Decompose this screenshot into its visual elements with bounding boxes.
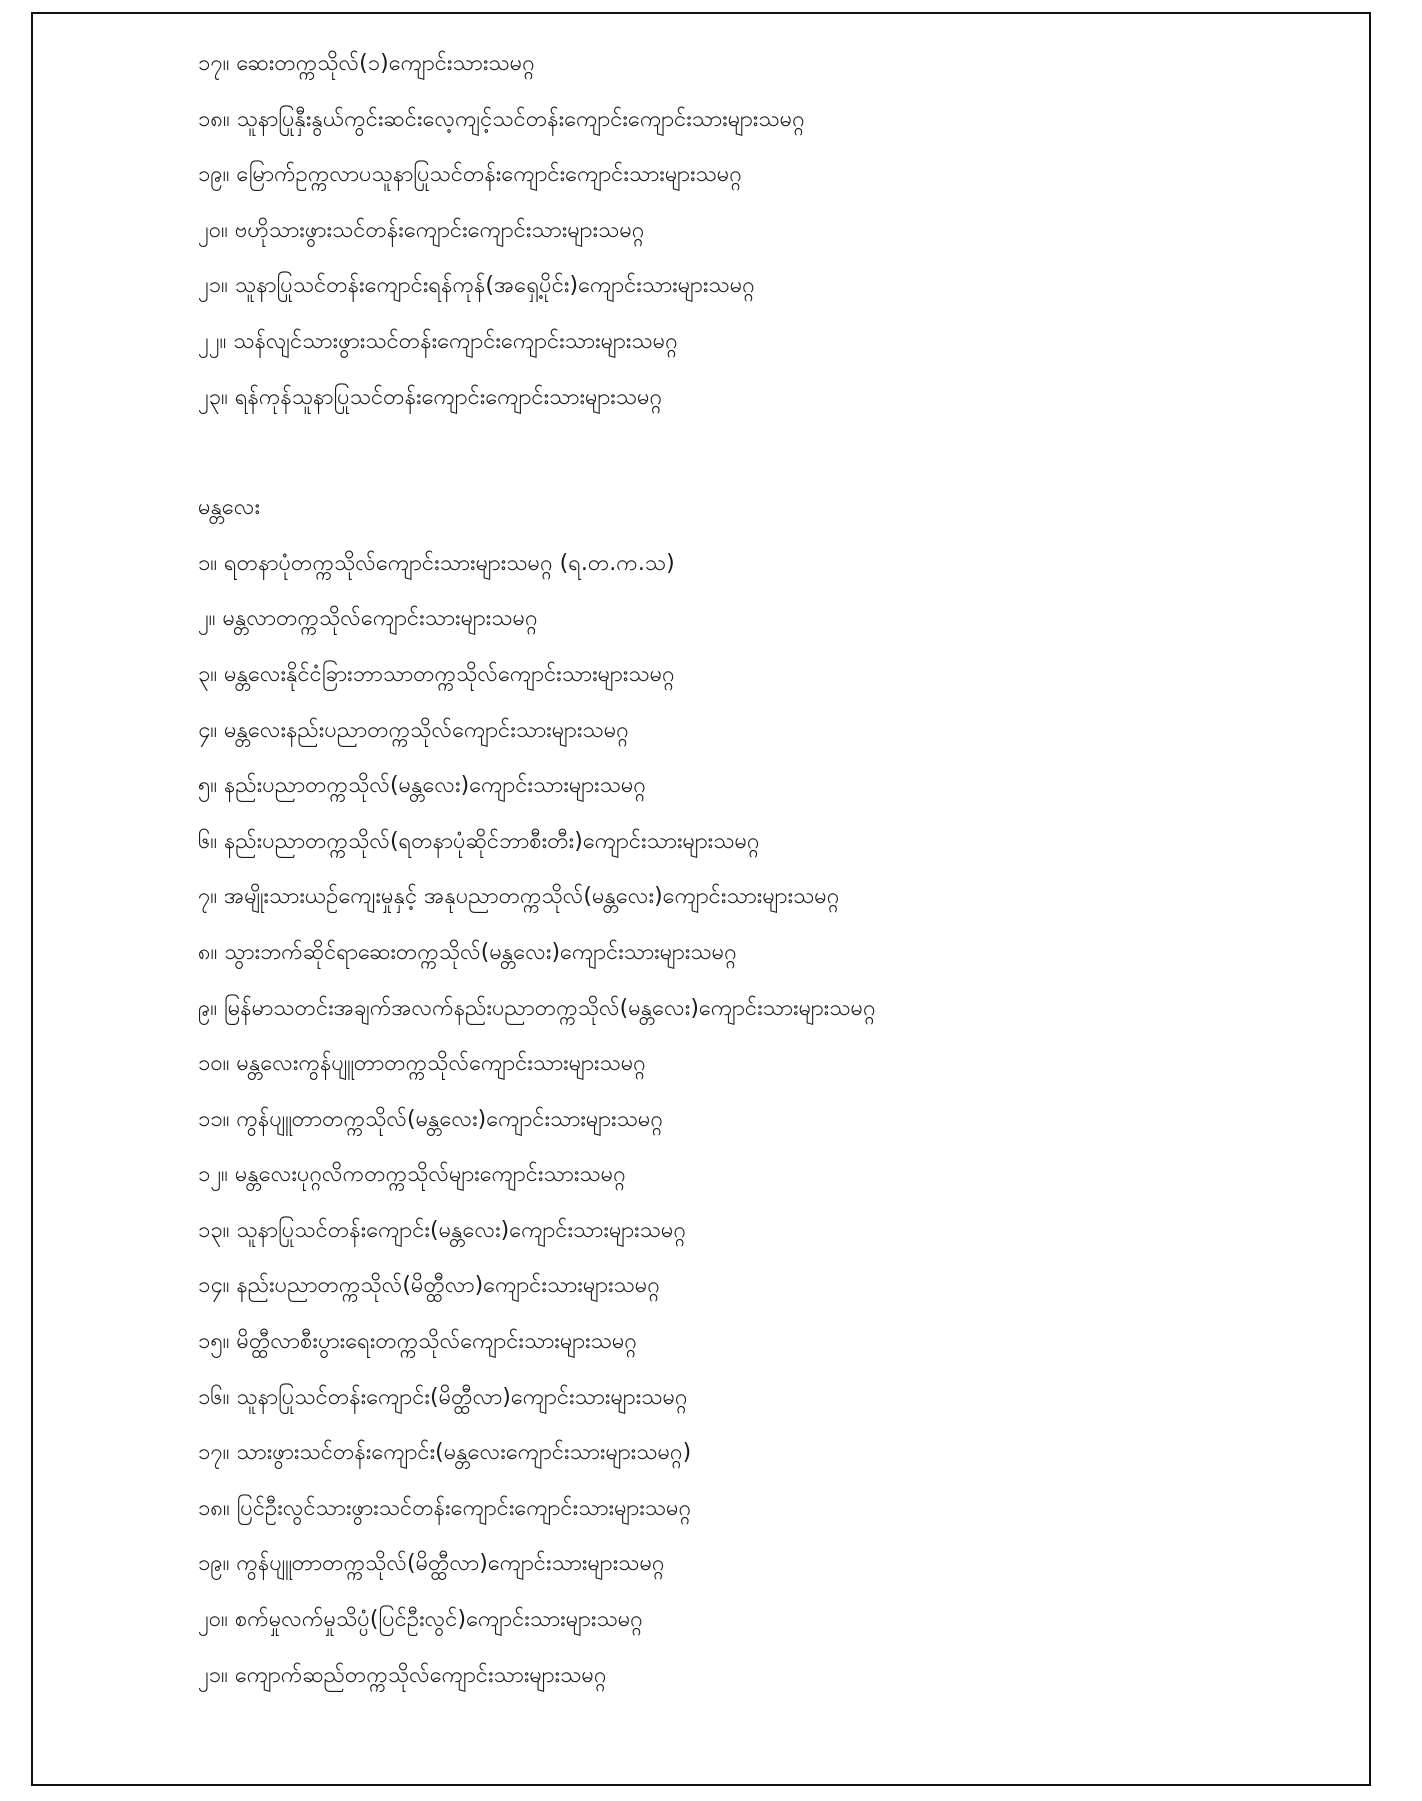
list-item: ၁၄။ နည်းပညာတက္ကသိုလ်(မိတ္ထီလာ)ကျောင်းသားများသမဂ္ဂ [198, 1273, 660, 1299]
document-content [198, 42, 1348, 1709]
mandalay-union-list [198, 542, 1348, 1709]
list-item: ၇။ အမျိုးသားယဉ်ကျေးမှုနှင့် အနုပညာတက္ကသိုလ်(မန္တလေး)ကျောင်းသားများသမဂ္ဂ [198, 884, 840, 910]
list-item: ၁၀။ မန္တလေးကွန်ပျူတာတက္ကသိုလ်ကျောင်းသားများသမဂ္ဂ [198, 1051, 646, 1077]
list-item: ၁၈။ သူနာပြုနှီးနွယ်ကွင်းဆင်းလေ့ကျင့်သင်တန်းကျောင်းကျောင်းသားများသမဂ္ဂ [198, 106, 805, 132]
list-item: ၂၀။ စက်မှုလက်မှုသိပ္ပံ(ပြင်ဦးလွင်)ကျောင်းသားများသမဂ္ဂ [198, 1607, 643, 1633]
list-item: ၂၃။ ရန်ကုန်သူနာပြုသင်တန်းကျောင်းကျောင်းသားများသမဂ္ဂ [198, 384, 663, 410]
list-item: ၂။ မန္တလာတက္ကသိုလ်ကျောင်းသားများသမဂ္ဂ [198, 606, 538, 632]
list-item: ၉။ မြန်မာသတင်းအချက်အလက်နည်းပညာတက္ကသိုလ်(မန္တလေး)ကျောင်းသားများသမဂ္ဂ [198, 995, 876, 1021]
list-item: ၁၃။ သူနာပြုသင်တန်းကျောင်း(မန္တလေး)ကျောင်းသားများသမဂ္ဂ [198, 1217, 687, 1243]
list-item: ၄။ မန္တလေးနည်းပညာတက္ကသိုလ်ကျောင်းသားများသမဂ္ဂ [198, 717, 629, 743]
list-item: ၈။ သွားဘက်ဆိုင်ရာဆေးတက္ကသိုလ်(မန္တလေး)ကျောင်းသားများသမဂ္ဂ [198, 939, 737, 965]
list-item: ၂၂။ သန်လျင်သားဖွားသင်တန်းကျောင်းကျောင်းသားများသမဂ္ဂ [198, 328, 678, 354]
list-item: ၂၁။ ကျောက်ဆည်တက္ကသိုလ်ကျောင်းသားများသမဂ္ဂ [198, 1662, 607, 1688]
list-item: ၅။ နည်းပညာတက္ကသိုလ်(မန္တလေး)ကျောင်းသားများသမဂ္ဂ [198, 773, 647, 799]
list-item: ၁၁။ ကွန်ပျူတာတက္ကသိုလ်(မန္တလေး)ကျောင်းသားများသမဂ္ဂ [198, 1106, 664, 1132]
list-item: ၃။ မန္တလေးနိုင်ငံခြားဘာသာတက္ကသိုလ်ကျောင်းသားများသမဂ္ဂ [198, 661, 675, 687]
list-item: ၁၇။ သားဖွားသင်တန်းကျောင်း(မန္တလေးကျောင်းသားများသမဂ္ဂ) [198, 1440, 692, 1466]
list-item: ၁။ ရတနာပုံတက္ကသိုလ်ကျောင်းသားများသမဂ္ဂ (ရ.တ.က.သ) [198, 550, 675, 576]
list-item: ၁၈။ ပြင်ဦးလွင်သားဖွားသင်တန်းကျောင်းကျောင်းသားများသမဂ္ဂ [198, 1495, 692, 1521]
list-item: ၁၂။ မန္တလေးပုဂ္ဂလိကတက္ကသိုလ်များကျောင်းသားသမဂ္ဂ [198, 1162, 626, 1188]
section-spacer [198, 431, 1348, 486]
list-item: ၁၆။ သူနာပြုသင်တန်းကျောင်း(မိတ္ထီလာ)ကျောင်းသားများသမဂ္ဂ [198, 1384, 688, 1410]
list-item: ၂၀။ ဗဟိုသားဖွားသင်တန်းကျောင်းကျောင်းသားများသမဂ္ဂ [198, 217, 645, 243]
section-heading-mandalay: မန္တလေး [198, 495, 261, 521]
list-item: ၁၅။ မိတ္ထီလာစီးပွားရေးတက္ကသိုလ်ကျောင်းသားများသမဂ္ဂ [198, 1329, 637, 1355]
top-union-list [198, 42, 1348, 431]
list-item: ၁၇။ ဆေးတက္ကသိုလ်(၁)ကျောင်းသားသမဂ္ဂ [198, 51, 535, 76]
list-item: ၆။ နည်းပညာတက္ကသိုလ်(ရတနာပုံဆိုင်ဘာစီးတီး)ကျောင်းသားများသမဂ္ဂ [198, 828, 760, 854]
list-item: ၁၉။ မြောက်ဥက္ကလာပသူနာပြုသင်တန်းကျောင်းကျောင်းသားများသမဂ္ဂ [198, 162, 742, 188]
list-item: ၁၉။ ကွန်ပျူတာတက္ကသိုလ်(မိတ္ထီလာ)ကျောင်းသားများသမဂ္ဂ [198, 1551, 665, 1577]
list-item: ၂၁။ သူနာပြုသင်တန်းကျောင်းရန်ကုန်(အရှေ့ပိုင်း)ကျောင်းသားများသမဂ္ဂ [198, 273, 755, 299]
